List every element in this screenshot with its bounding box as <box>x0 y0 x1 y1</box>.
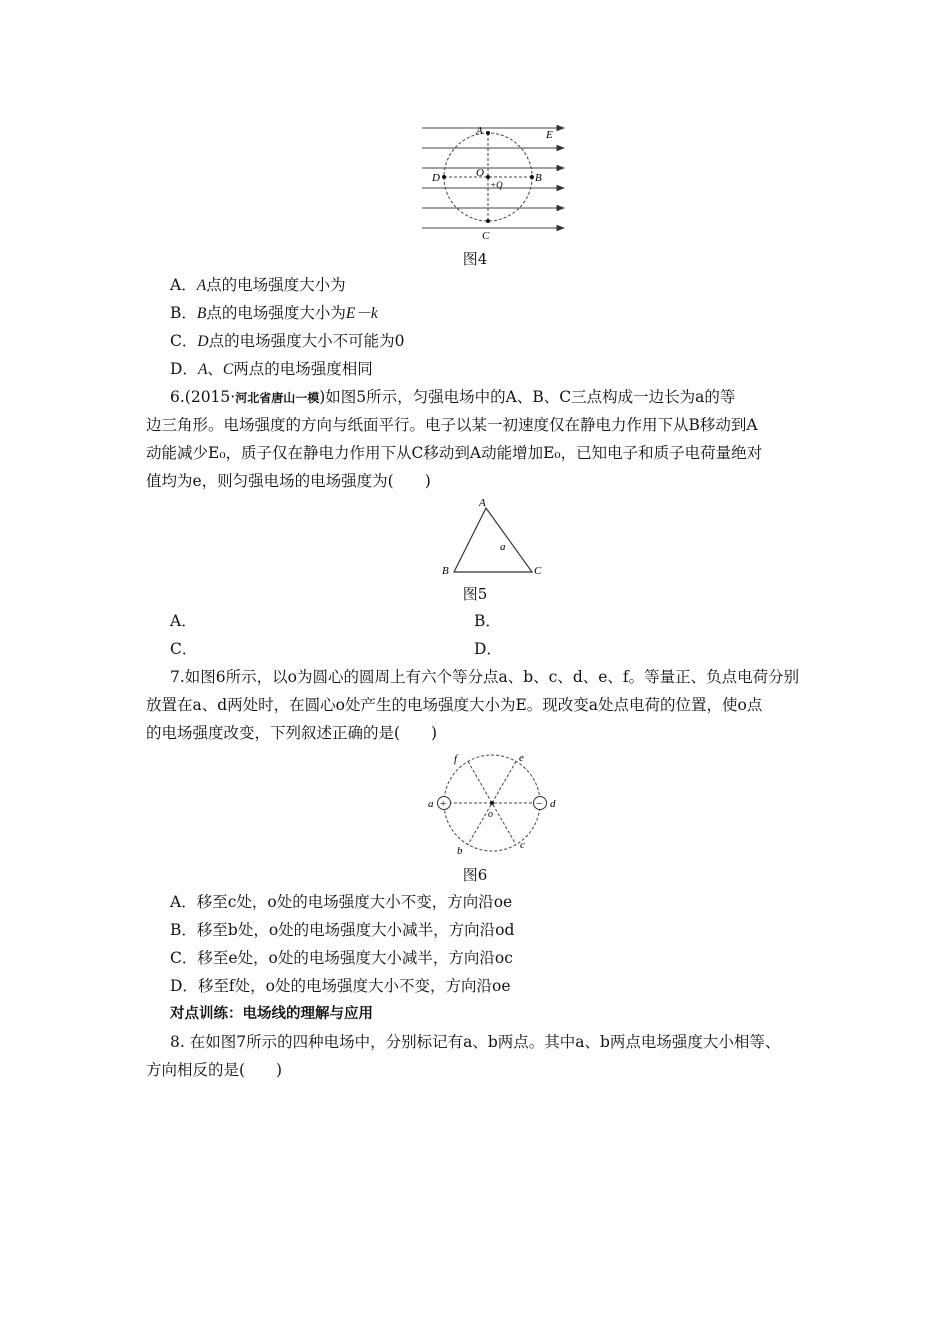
q6-option-a: A． <box>170 612 197 630</box>
fig6-label-d: d <box>550 798 556 810</box>
q6-line-2: 边三角形。电场强度的方向与纸面平行。电子以某一初速度仅在静电力作用下从B移动到A <box>146 416 758 434</box>
figure-6-circle-charges <box>424 748 564 860</box>
fig5-label-B: B <box>442 565 449 577</box>
fig6-label-e: e <box>519 752 524 764</box>
q7-option-d: D．移至f处，o处的电场强度大小不变，方向沿oe <box>170 977 511 995</box>
figure-5-caption: 图5 <box>462 585 488 603</box>
q7-line-2: 放置在a、d两处时，在圆心o处产生的电场强度大小为E。现改变a处点电荷的位置，使o点 <box>146 696 763 714</box>
q7-line-1: 7.如图6所示，以o为圆心的圆周上有六个等分点a、b、c、d、e、f。等量正、负点电荷分别 <box>170 668 800 686</box>
fig4-label-C: C <box>482 230 490 242</box>
q7-option-b: B．移至b处，o处的电场强度大小减半，方向沿od <box>170 921 515 939</box>
figure-4-field-circle <box>418 120 570 244</box>
q6-line-3: 动能减少E₀，质子仅在静电力作用下从C移动到A动能增加E₀，已知电子和质子电荷量绝对 <box>146 444 763 462</box>
fig6-label-c: c <box>520 839 525 851</box>
q6-line-1: 6.(2015·河北省唐山一模)如图5所示，匀强电场中的A、B、C三点构成一边长为a的等 <box>170 388 736 406</box>
q6-option-b: B． <box>474 612 501 630</box>
q5-option-c: C．D点的电场强度大小不可能为0 <box>170 332 405 350</box>
fig6-label-b: b <box>457 845 463 857</box>
q5-option-b: B．B点的电场强度大小为E－k <box>170 304 378 322</box>
fig4-label-Q: +Q <box>490 180 503 190</box>
fig4-label-A: A <box>476 125 483 137</box>
section-heading: 对点训练：电场线的理解与应用 <box>170 1006 373 1022</box>
fig4-label-B: B <box>535 172 542 184</box>
q6-option-c: C． <box>170 640 198 658</box>
figure-6-caption: 图6 <box>462 866 488 884</box>
q5-option-a: A．A点的电场强度大小为 <box>170 276 346 294</box>
fig6-label-a: a <box>428 798 434 810</box>
fig6-minus: − <box>536 798 543 810</box>
figure-4-caption: 图4 <box>462 250 488 268</box>
fig6-label-o: o <box>488 809 493 820</box>
fig6-label-f: f <box>454 753 458 765</box>
fig4-label-D: D <box>432 172 440 184</box>
fig6-plus: + <box>440 798 447 810</box>
q6-line-4: 值均为e，则匀强电场的电场强度为( ) <box>146 472 431 490</box>
q7-option-a: A．移至c处，o处的电场强度大小不变，方向沿oe <box>170 893 513 911</box>
q5-option-d: D．A、C两点的电场强度相同 <box>170 360 373 378</box>
q6-option-d: D． <box>474 640 502 658</box>
fig5-label-a: a <box>500 541 506 553</box>
fig5-label-C: C <box>534 565 542 577</box>
fig4-label-O: O <box>476 167 484 179</box>
q7-line-3: 的电场强度改变，下列叙述正确的是( ) <box>146 724 438 742</box>
q8-line-2: 方向相反的是( ) <box>146 1061 283 1079</box>
fig4-label-E: E <box>546 129 553 141</box>
q7-option-c: C．移至e处，o处的电场强度大小减半，方向沿oc <box>170 949 513 967</box>
q6-source: 河北省唐山一模 <box>235 391 320 405</box>
q8-line-1: 8. 在如图7所示的四种电场中，分别标记有a、b两点。其中a、b两点电场强度大小相等、 <box>170 1033 781 1051</box>
figure-5-triangle <box>436 494 546 580</box>
fig5-label-A: A <box>479 497 486 509</box>
